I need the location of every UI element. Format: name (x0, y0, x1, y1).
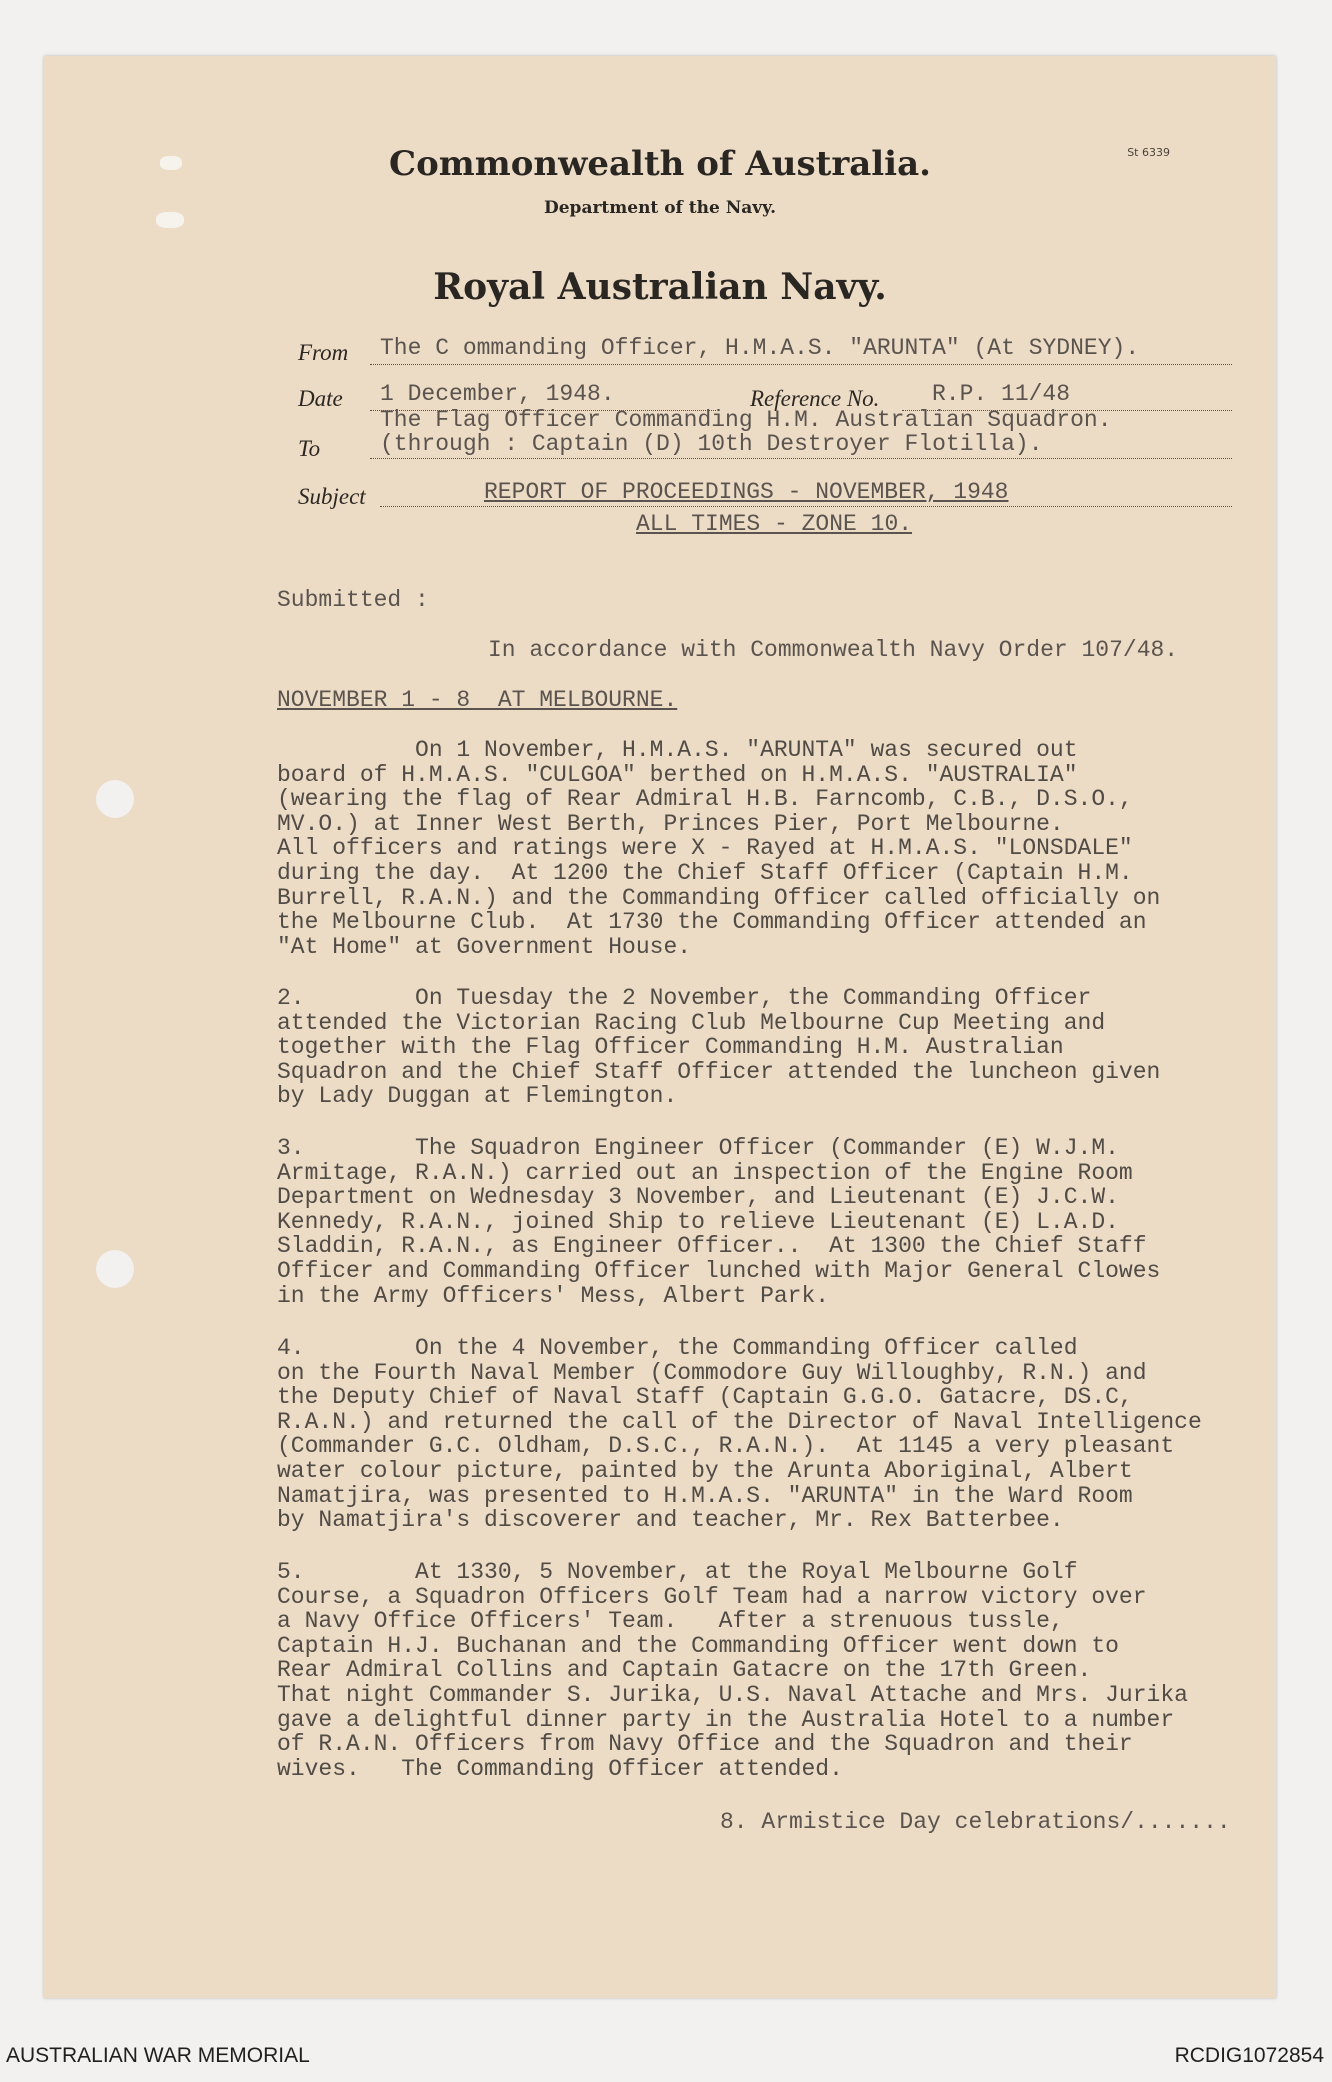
section-heading: NOVEMBER 1 - 8 AT MELBOURNE. (277, 687, 678, 713)
letterhead-service: Royal Australian Navy. (433, 266, 887, 308)
subject-rule (380, 506, 1232, 507)
to-line-2: (through : Captain (D) 10th Destroyer Flotilla). (380, 431, 1043, 457)
from-rule (370, 364, 1232, 365)
date-value: 1 December, 1948. (380, 381, 615, 407)
to-line-1: The Flag Officer Commanding H.M. Australian Squadron. (380, 407, 1112, 433)
from-value: The C ommanding Officer, H.M.A.S. "ARUNTA" (At SYDNEY). (380, 335, 1140, 361)
to-label: To (298, 436, 321, 461)
punch-hole (96, 1250, 134, 1288)
letterhead-title: Commonwealth of Australia. (389, 144, 931, 184)
date-label: Date (298, 386, 343, 411)
reference-value: R.P. 11/48 (932, 381, 1071, 407)
paragraph-5: 5. At 1330, 5 November, at the Royal Melbourne Golf Course, a Squadron Officers Golf Team had a narrow victory over a Navy Office Officers' Team. After a strenuous tussle, Captain H.J. Buchanan and the Commanding Officer went down to Rear Admiral Collins and Captain Gatacre on the 17th Green. That night Commander S. Jurika, U.S. Naval Attache and Mrs. Jurika gave a delightful dinner party in the Australia Hotel to a number of R.A.N. Officers from Navy Office and the Squadron and their wives. The Commanding Officer attended. (277, 1559, 1188, 1782)
from-label: From (298, 340, 349, 365)
submitted-line: Submitted : (277, 587, 429, 613)
paragraph-2: 2. On Tuesday the 2 November, the Commanding Officer attended the Victorian Racing Club Melbourne Cup Meeting and together with the Flag Officer Commanding H.M. Australian Squadron and the Chief Staff Officer attended the luncheon given by Lady Duggan at Flemington. (277, 985, 1161, 1110)
order-reference: In accordance with Commonwealth Navy Order 107/48. (488, 637, 1179, 663)
stock-number: St 6339 (1127, 146, 1170, 159)
to-rule (370, 458, 1232, 459)
letterhead-department: Department of the Navy. (544, 198, 776, 218)
reference-label: Reference No. (750, 386, 880, 411)
subject-label: Subject (298, 484, 366, 509)
footer-source: AUSTRALIAN WAR MEMORIAL (6, 2044, 310, 2067)
subject-line-2: ALL TIMES - ZONE 10. (636, 511, 913, 537)
paragraph-1: On 1 November, H.M.A.S. "ARUNTA" was secured out board of H.M.A.S. "CULGOA" berthed on H.M.A.S. "AUSTRALIA" (wearing the flag of Rear Admiral H.B. Farncomb, C.B., D.S.O., MV.O.) at Inner West Berth, Princes Pier, Port Melbourne. All officers and ratings were X - Rayed at H.M.A.S. "LONSDALE" during the day. At 1200 the Chief Staff Officer (Captain H.M. Burrell, R.A.N.) and the Commanding Officer called officially on the Melbourne Club. At 1730 the Commanding Officer attended an "At Home" at Government House. (277, 737, 1161, 960)
footer-id: RCDIG1072854 (1174, 2044, 1324, 2067)
paragraph-4: 4. On the 4 November, the Commanding Officer called on the Fourth Naval Member (Commodore Guy Willoughby, R.N.) and the Deputy Chief of Naval Staff (Captain G.G.O. Gatacre, DS.C, R.A.N.) and returned the call of the Director of Naval Intelligence (Commander G.C. Oldham, D.S.C., R.A.N.). At 1145 a very pleasant water colour picture, painted by the Arunta Aboriginal, Albert Namatjira, was presented to H.M.A.S. "ARUNTA" in the Ward Room by Namatjira's discoverer and teacher, Mr. Rex Batterbee. (277, 1335, 1202, 1534)
paragraph-3: 3. The Squadron Engineer Officer (Commander (E) W.J.M. Armitage, R.A.N.) carried out an inspection of the Engine Room Department on Wednesday 3 November, and Lieutenant (E) J.C.W. Kennedy, R.A.N., joined Ship to relieve Lieutenant (E) L.A.D. Sladdin, R.A.N., as Engineer Officer.. At 1300 the Chief Staff Officer and Commanding Officer lunched with Major General Clowes in the Army Officers' Mess, Albert Park. (277, 1135, 1161, 1309)
document-page (44, 56, 1276, 1998)
subject-line-1: REPORT OF PROCEEDINGS - NOVEMBER, 1948 (484, 479, 1009, 505)
continuation-line: 8. Armistice Day celebrations/....... (720, 1809, 1231, 1835)
punch-hole (96, 780, 134, 818)
